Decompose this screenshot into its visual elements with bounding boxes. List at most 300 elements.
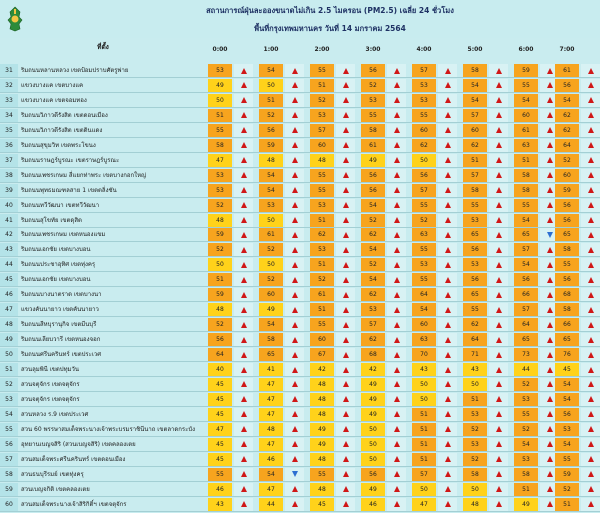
trend-cell: [581, 453, 600, 466]
trend-cell: [581, 243, 600, 256]
pm25-value-cell: 47: [259, 438, 283, 451]
pm25-value-cell: 56: [208, 333, 232, 346]
trend-up-icon: [588, 456, 594, 462]
trend-up-icon: [496, 292, 502, 298]
trend-cell: [489, 109, 508, 122]
trend-up-icon: [343, 471, 349, 477]
trend-cell: [387, 318, 406, 331]
station-name: ริมถนนสีหบุรานุกิจ เขตมีนบุรี: [19, 318, 206, 331]
table-row: [0, 348, 600, 362]
trend-up-icon: [241, 411, 247, 417]
station-name: ริมถนนสุโขทัย เขตดุสิต: [19, 214, 206, 227]
trend-cell: [285, 453, 304, 466]
trend-cell: [285, 423, 304, 436]
trend-cell: [387, 303, 406, 316]
trend-cell: [438, 333, 457, 346]
pm25-value-cell: 58: [259, 333, 283, 346]
trend-cell: [336, 109, 355, 122]
pm25-value-cell: 57: [412, 64, 436, 77]
pm25-value-cell: 58: [208, 139, 232, 152]
pm25-value-cell: 52: [555, 154, 579, 167]
station-name: สวนเบญจกิติ เขตคลองเตย: [19, 483, 206, 496]
trend-up-icon: [343, 142, 349, 148]
pm25-value-cell: 60: [463, 124, 487, 137]
pm25-value-cell: 50: [208, 94, 232, 107]
pm25-value-cell: 53: [463, 214, 487, 227]
trend-cell: [387, 94, 406, 107]
trend-up-icon: [394, 187, 400, 193]
row-number: 37: [0, 154, 18, 167]
pm25-value-cell: 49: [259, 303, 283, 316]
trend-up-icon: [588, 82, 594, 88]
pm25-value-cell: 49: [361, 154, 385, 167]
table-row: [0, 199, 600, 213]
trend-up-icon: [394, 367, 400, 373]
trend-up-icon: [496, 112, 502, 118]
pm25-value-cell: 58: [463, 184, 487, 197]
row-number: 46: [0, 288, 18, 301]
trend-cell: [438, 94, 457, 107]
trend-up-icon: [394, 456, 400, 462]
pm25-value-cell: 55: [514, 79, 538, 92]
trend-up-icon: [547, 381, 553, 387]
trend-cell: [285, 109, 304, 122]
trend-cell: [285, 348, 304, 361]
pm25-value-cell: 55: [412, 273, 436, 286]
trend-up-icon: [496, 381, 502, 387]
trend-up-icon: [445, 277, 451, 283]
trend-cell: [336, 423, 355, 436]
row-number: 58: [0, 468, 18, 481]
trend-up-icon: [292, 307, 298, 313]
trend-up-icon: [394, 381, 400, 387]
trend-cell: [489, 303, 508, 316]
table-row: [0, 169, 600, 183]
station-name: ริมถนนเพชรเกษม เขตหนองแขม: [19, 228, 206, 241]
trend-up-icon: [343, 217, 349, 223]
trend-cell: [234, 483, 253, 496]
trend-cell: [285, 94, 304, 107]
trend-up-icon: [292, 396, 298, 402]
bangkok-seal-icon: [5, 3, 25, 35]
trend-up-icon: [547, 486, 553, 492]
trend-cell: [489, 453, 508, 466]
trend-up-icon: [241, 187, 247, 193]
trend-up-icon: [445, 337, 451, 343]
pm25-value-cell: 58: [555, 243, 579, 256]
trend-up-icon: [394, 337, 400, 343]
pm25-value-cell: 59: [555, 468, 579, 481]
trend-cell: [234, 109, 253, 122]
trend-cell: [387, 288, 406, 301]
table-row: [0, 438, 600, 452]
pm25-value-cell: 54: [514, 214, 538, 227]
trend-up-icon: [547, 142, 553, 148]
station-column-header: ที่ตั้ง: [97, 43, 109, 51]
trend-cell: [234, 408, 253, 421]
pm25-value-cell: 51: [259, 94, 283, 107]
trend-cell: [234, 228, 253, 241]
trend-up-icon: [292, 127, 298, 133]
station-name: ริมถนนบางนาตราด เขตบางนา: [19, 288, 206, 301]
trend-up-icon: [241, 97, 247, 103]
pm25-value-cell: 58: [514, 169, 538, 182]
trend-cell: [336, 228, 355, 241]
trend-cell: [234, 273, 253, 286]
trend-cell: [234, 199, 253, 212]
row-number: 55: [0, 423, 18, 436]
trend-up-icon: [292, 202, 298, 208]
station-name: ริมถนนราษฎร์บูรณะ เขตราษฎร์บูรณะ: [19, 154, 206, 167]
trend-up-icon: [241, 202, 247, 208]
pm25-value-cell: 60: [259, 288, 283, 301]
pm25-value-cell: 48: [208, 303, 232, 316]
trend-up-icon: [496, 187, 502, 193]
station-name: อุทยานเบญจสิริ (สวนเบญจสิริ) เขตคลองเตย: [19, 438, 206, 451]
trend-up-icon: [547, 247, 553, 253]
trend-up-icon: [445, 247, 451, 253]
trend-cell: [387, 348, 406, 361]
trend-up-icon: [496, 262, 502, 268]
row-number: 39: [0, 184, 18, 197]
trend-up-icon: [588, 486, 594, 492]
trend-cell: [581, 79, 600, 92]
pm25-value-cell: 55: [361, 109, 385, 122]
trend-cell: [336, 303, 355, 316]
pm25-value-cell: 52: [361, 258, 385, 271]
table-row: [0, 139, 600, 153]
pm25-value-cell: 54: [412, 303, 436, 316]
pm25-value-cell: 48: [310, 154, 334, 167]
trend-up-icon: [292, 501, 298, 507]
trend-cell: [489, 243, 508, 256]
trend-cell: [336, 288, 355, 301]
pm25-value-cell: 45: [208, 453, 232, 466]
trend-up-icon: [445, 232, 451, 238]
trend-up-icon: [292, 82, 298, 88]
pm25-value-cell: 47: [208, 154, 232, 167]
trend-cell: [489, 154, 508, 167]
row-number: 47: [0, 303, 18, 316]
pm25-value-cell: 51: [310, 258, 334, 271]
trend-up-icon: [496, 247, 502, 253]
trend-up-icon: [547, 501, 553, 507]
trend-up-icon: [343, 172, 349, 178]
pm25-value-cell: 53: [310, 109, 334, 122]
pm25-value-cell: 56: [555, 273, 579, 286]
trend-cell: [387, 378, 406, 391]
trend-up-icon: [547, 471, 553, 477]
trend-cell: [336, 273, 355, 286]
pm25-value-cell: 60: [310, 139, 334, 152]
trend-up-icon: [394, 486, 400, 492]
trend-cell: [336, 258, 355, 271]
trend-cell: [336, 79, 355, 92]
pm25-value-cell: 61: [514, 124, 538, 137]
trend-up-icon: [547, 322, 553, 328]
trend-cell: [438, 258, 457, 271]
trend-up-icon: [588, 247, 594, 253]
trend-up-icon: [343, 337, 349, 343]
trend-cell: [387, 199, 406, 212]
row-number: 34: [0, 109, 18, 122]
trend-up-icon: [394, 501, 400, 507]
trend-cell: [581, 348, 600, 361]
pm25-value-cell: 45: [208, 438, 232, 451]
trend-cell: [234, 154, 253, 167]
table-row: [0, 184, 600, 198]
trend-cell: [581, 378, 600, 391]
trend-up-icon: [241, 292, 247, 298]
row-number: 57: [0, 453, 18, 466]
pm25-value-cell: 53: [412, 79, 436, 92]
trend-cell: [438, 273, 457, 286]
trend-cell: [387, 258, 406, 271]
pm25-value-cell: 65: [514, 333, 538, 346]
pm25-value-cell: 53: [259, 199, 283, 212]
row-number: 53: [0, 393, 18, 406]
trend-up-icon: [343, 112, 349, 118]
trend-cell: [285, 139, 304, 152]
trend-up-icon: [547, 337, 553, 343]
trend-cell: [438, 199, 457, 212]
pm25-value-cell: 54: [361, 273, 385, 286]
station-name: ริมถนนเลียบวารี เขตหนองจอก: [19, 333, 206, 346]
pm25-value-cell: 43: [208, 498, 232, 511]
trend-cell: [336, 333, 355, 346]
pm25-value-cell: 64: [514, 318, 538, 331]
pm25-value-cell: 54: [555, 393, 579, 406]
pm25-value-cell: 56: [361, 184, 385, 197]
trend-up-icon: [547, 441, 553, 447]
pm25-value-cell: 50: [412, 154, 436, 167]
pm25-value-cell: 56: [361, 169, 385, 182]
trend-cell: [336, 378, 355, 391]
pm25-value-cell: 51: [514, 483, 538, 496]
trend-up-icon: [496, 396, 502, 402]
pm25-value-cell: 51: [310, 303, 334, 316]
time-column-header: 2:00: [314, 46, 330, 53]
table-header: [0, 38, 600, 64]
trend-cell: [438, 288, 457, 301]
trend-cell: [581, 64, 600, 77]
trend-up-icon: [241, 322, 247, 328]
trend-up-icon: [394, 322, 400, 328]
pm25-value-cell: 44: [259, 498, 283, 511]
trend-up-icon: [292, 411, 298, 417]
pm25-value-cell: 50: [412, 393, 436, 406]
trend-cell: [438, 318, 457, 331]
trend-cell: [387, 169, 406, 182]
trend-up-icon: [588, 277, 594, 283]
pm25-value-cell: 48: [310, 483, 334, 496]
pm25-value-cell: 55: [208, 468, 232, 481]
trend-cell: [387, 483, 406, 496]
trend-cell: [336, 243, 355, 256]
trend-cell: [581, 363, 600, 376]
pm25-value-cell: 51: [463, 154, 487, 167]
trend-up-icon: [241, 172, 247, 178]
pm25-value-cell: 57: [412, 468, 436, 481]
trend-cell: [387, 184, 406, 197]
row-number: 38: [0, 169, 18, 182]
pm25-value-cell: 55: [555, 453, 579, 466]
trend-up-icon: [241, 486, 247, 492]
row-number: 59: [0, 483, 18, 496]
trend-up-icon: [547, 172, 553, 178]
trend-up-icon: [292, 68, 298, 74]
trend-cell: [285, 378, 304, 391]
pm25-value-cell: 52: [310, 94, 334, 107]
trend-cell: [489, 363, 508, 376]
pm25-value-cell: 68: [361, 348, 385, 361]
trend-up-icon: [445, 396, 451, 402]
pm25-value-cell: 49: [361, 393, 385, 406]
pm25-value-cell: 47: [259, 408, 283, 421]
report-header: [0, 0, 600, 38]
trend-up-icon: [445, 307, 451, 313]
trend-up-icon: [343, 411, 349, 417]
pm25-value-cell: 68: [555, 288, 579, 301]
pm25-value-cell: 55: [412, 109, 436, 122]
trend-cell: [285, 79, 304, 92]
trend-cell: [387, 79, 406, 92]
pm25-value-cell: 56: [361, 64, 385, 77]
trend-cell: [489, 64, 508, 77]
trend-up-icon: [343, 441, 349, 447]
trend-cell: [234, 94, 253, 107]
pm25-value-cell: 55: [310, 169, 334, 182]
trend-cell: [285, 483, 304, 496]
trend-cell: [438, 109, 457, 122]
pm25-value-cell: 53: [514, 453, 538, 466]
trend-up-icon: [241, 142, 247, 148]
trend-cell: [438, 214, 457, 227]
pm25-value-cell: 55: [310, 184, 334, 197]
trend-cell: [336, 214, 355, 227]
pm25-value-cell: 65: [514, 228, 538, 241]
trend-cell: [489, 214, 508, 227]
pm25-value-cell: 53: [555, 423, 579, 436]
trend-up-icon: [292, 322, 298, 328]
trend-cell: [438, 348, 457, 361]
trend-cell: [234, 303, 253, 316]
trend-cell: [581, 333, 600, 346]
pm25-value-cell: 67: [310, 348, 334, 361]
trend-cell: [285, 498, 304, 511]
trend-cell: [285, 288, 304, 301]
pm25-value-cell: 64: [463, 333, 487, 346]
table-row: [0, 154, 600, 168]
pm25-value-cell: 66: [555, 318, 579, 331]
table-row: [0, 408, 600, 422]
trend-cell: [336, 124, 355, 137]
trend-cell: [234, 64, 253, 77]
trend-cell: [285, 273, 304, 286]
table-row: [0, 214, 600, 228]
trend-up-icon: [343, 396, 349, 402]
trend-up-icon: [292, 486, 298, 492]
pm25-value-cell: 59: [208, 228, 232, 241]
trend-up-icon: [241, 307, 247, 313]
trend-cell: [581, 288, 600, 301]
pm25-value-cell: 47: [412, 498, 436, 511]
trend-cell: [234, 243, 253, 256]
pm25-value-cell: 64: [555, 139, 579, 152]
trend-up-icon: [394, 411, 400, 417]
pm25-value-cell: 45: [208, 393, 232, 406]
trend-up-icon: [445, 217, 451, 223]
trend-cell: [581, 169, 600, 182]
trend-cell: [336, 438, 355, 451]
pm25-value-cell: 50: [412, 378, 436, 391]
pm25-value-cell: 70: [412, 348, 436, 361]
trend-up-icon: [496, 307, 502, 313]
trend-up-icon: [343, 381, 349, 387]
trend-cell: [581, 109, 600, 122]
trend-up-icon: [445, 82, 451, 88]
trend-up-icon: [588, 411, 594, 417]
trend-up-icon: [343, 68, 349, 74]
trend-up-icon: [394, 202, 400, 208]
trend-up-icon: [496, 441, 502, 447]
pm25-value-cell: 51: [412, 453, 436, 466]
pm25-value-cell: 52: [259, 243, 283, 256]
trend-up-icon: [394, 112, 400, 118]
trend-up-icon: [394, 262, 400, 268]
pm25-value-cell: 48: [259, 154, 283, 167]
trend-up-icon: [588, 307, 594, 313]
trend-up-icon: [445, 486, 451, 492]
trend-cell: [285, 243, 304, 256]
pm25-value-cell: 56: [463, 243, 487, 256]
trend-up-icon: [241, 337, 247, 343]
pm25-value-cell: 45: [310, 498, 334, 511]
row-number: 31: [0, 64, 18, 77]
trend-cell: [285, 64, 304, 77]
pm25-value-cell: 41: [259, 363, 283, 376]
pm25-value-cell: 59: [208, 288, 232, 301]
station-name: สวนสมเด็จพระศรีนครินทร์ เขตดอนเมือง: [19, 453, 206, 466]
pm25-value-cell: 48: [310, 378, 334, 391]
trend-up-icon: [292, 367, 298, 373]
trend-up-icon: [588, 217, 594, 223]
table-row: [0, 393, 600, 407]
trend-cell: [234, 124, 253, 137]
pm25-value-cell: 63: [514, 139, 538, 152]
trend-cell: [489, 483, 508, 496]
trend-up-icon: [445, 202, 451, 208]
trend-cell: [438, 363, 457, 376]
table-row: [0, 79, 600, 93]
pm25-value-cell: 47: [208, 423, 232, 436]
trend-cell: [234, 393, 253, 406]
trend-cell: [438, 243, 457, 256]
trend-up-icon: [343, 202, 349, 208]
trend-cell: [489, 423, 508, 436]
pm25-value-cell: 62: [412, 139, 436, 152]
trend-cell: [438, 468, 457, 481]
trend-up-icon: [292, 247, 298, 253]
table-row: [0, 124, 600, 138]
trend-cell: [489, 124, 508, 137]
station-name: ริมถนนทวีวัฒนา เขตทวีวัฒนา: [19, 199, 206, 212]
pm25-value-cell: 50: [259, 79, 283, 92]
trend-cell: [581, 199, 600, 212]
pm25-value-cell: 52: [514, 423, 538, 436]
row-number: 44: [0, 258, 18, 271]
trend-cell: [285, 468, 304, 481]
